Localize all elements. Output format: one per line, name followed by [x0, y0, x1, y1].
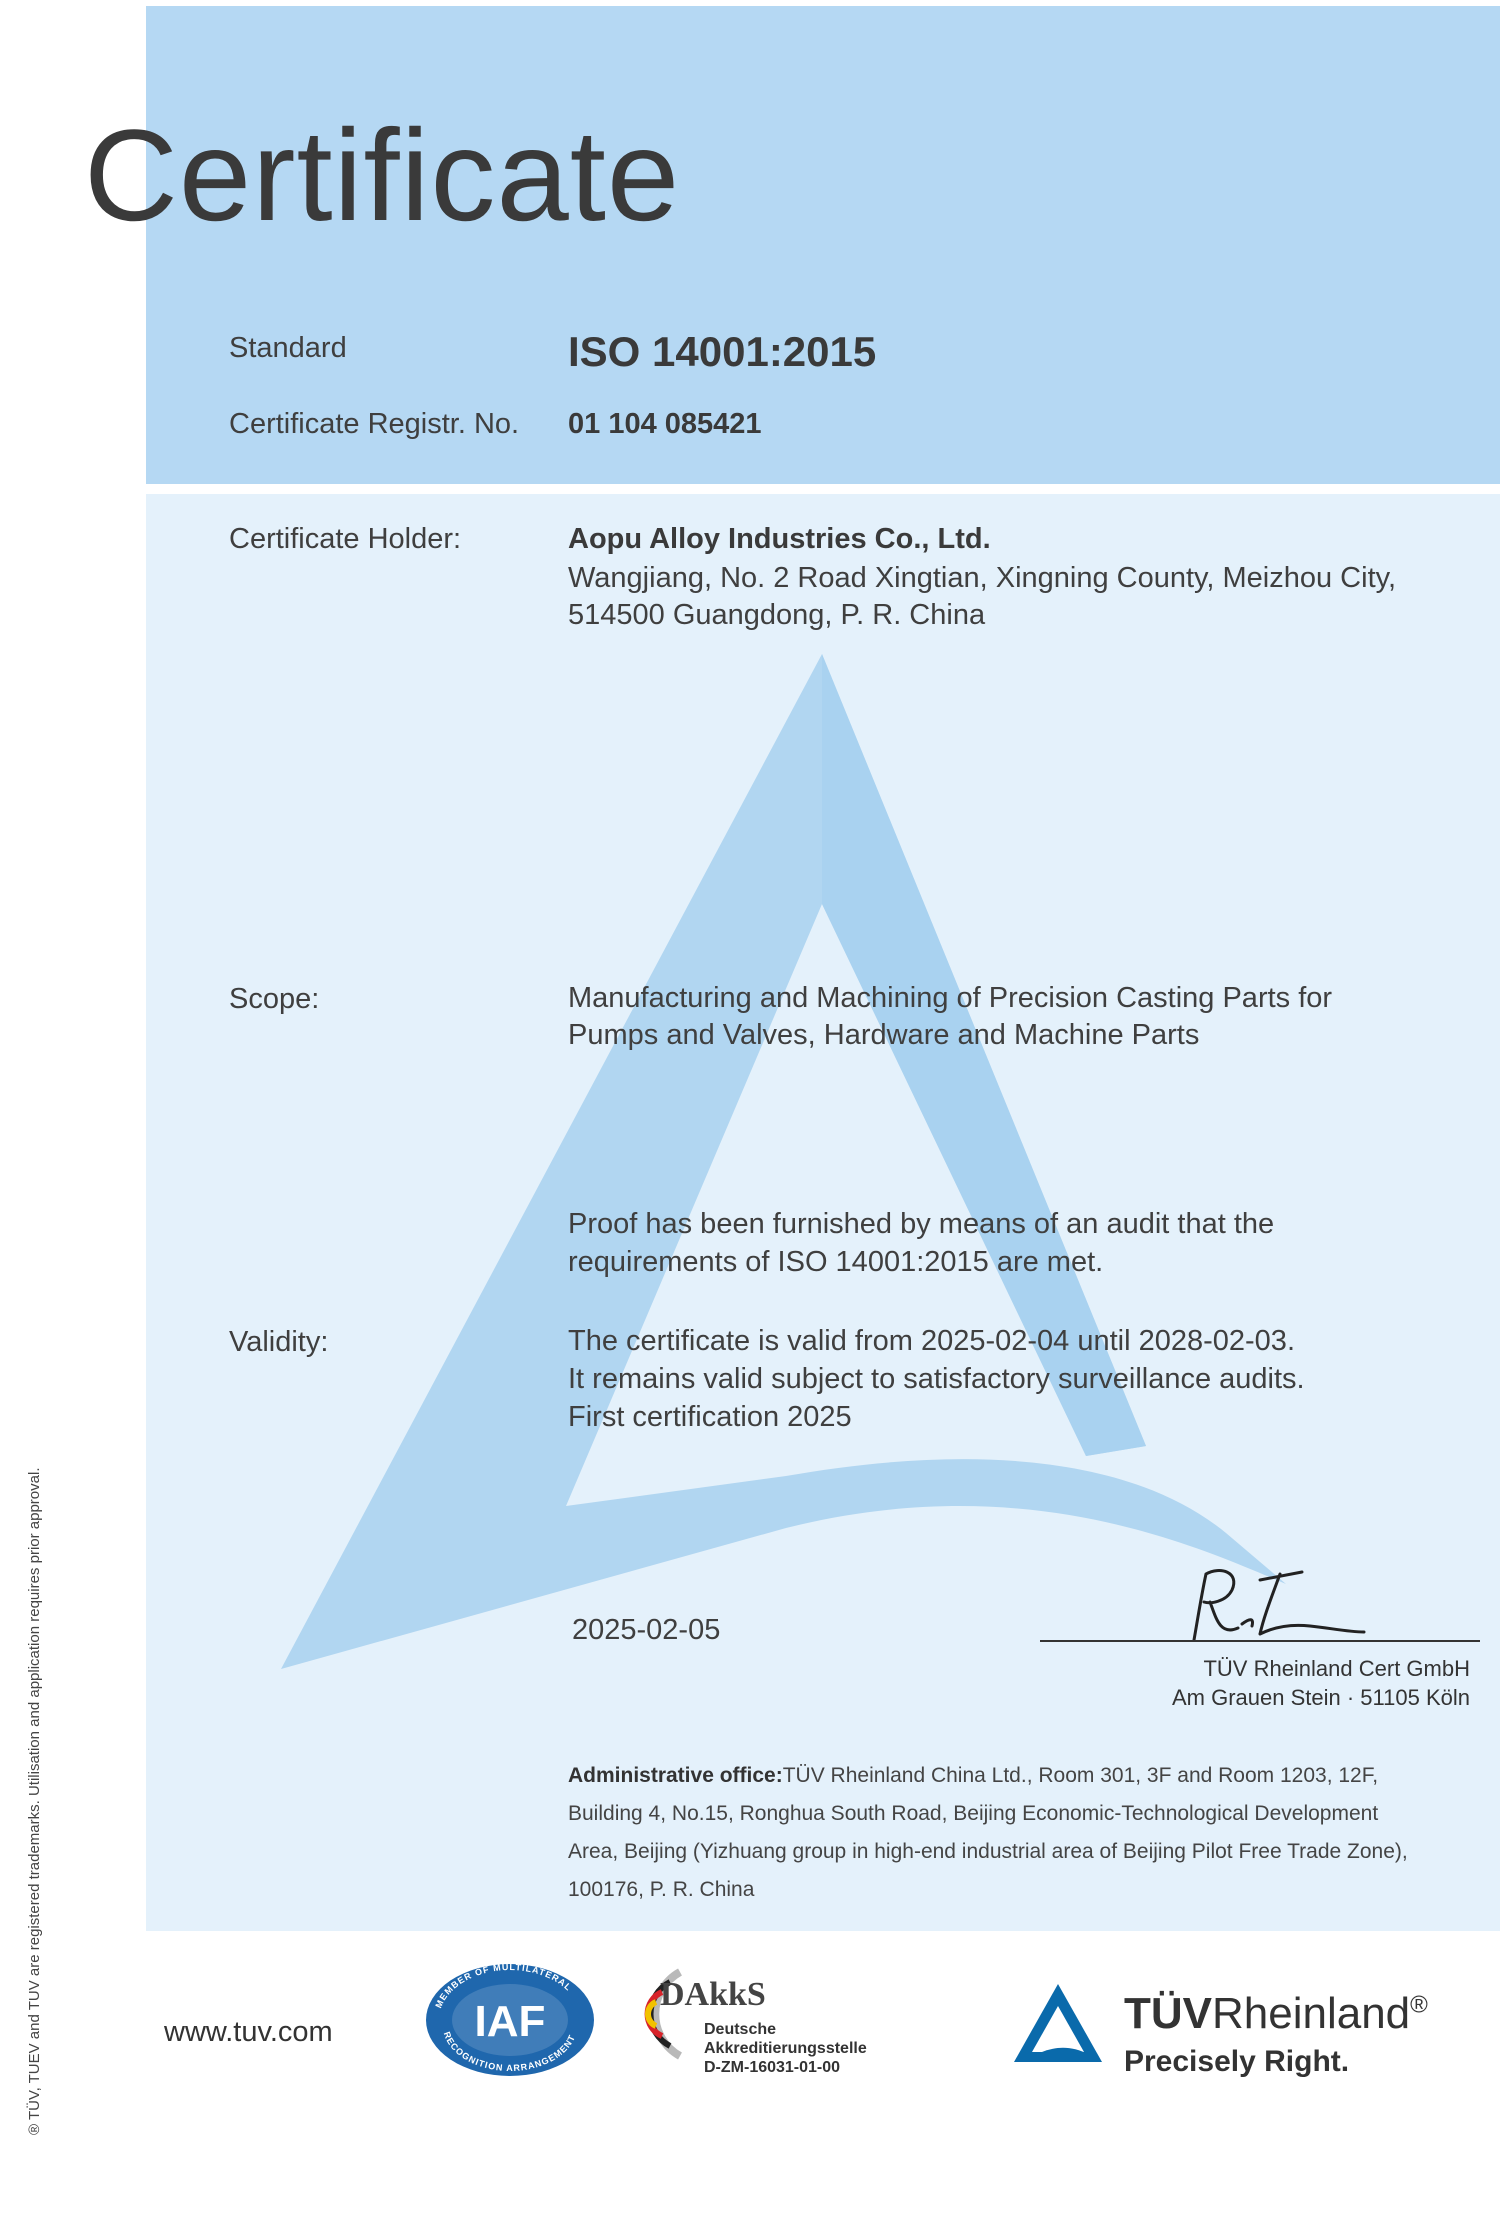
proof-line-2: requirements of ISO 14001:2015 are met.	[568, 1246, 1104, 1278]
admin-line-3: Area, Beijing (Yizhuang group in high-end industrial area of Beijing Pilot Free Trade Zone),	[568, 1840, 1408, 1863]
scope-line-1: Manufacturing and Machining of Precision Casting Parts for	[568, 982, 1333, 1014]
iaf-text: IAF	[474, 1997, 546, 2046]
tuv-slogan: Precisely Right.	[1124, 2045, 1350, 2078]
certificate-title: Certificate	[84, 102, 681, 248]
dakks-text: Deutsche Akkreditierungsstelle D-ZM-16031-01-00	[704, 2021, 867, 2076]
admin-line-1: Administrative office:TÜV Rheinland China Ltd., Room 301, 3F and Room 1203, 12F,	[568, 1764, 1379, 1787]
admin-label: Administrative office:	[568, 1764, 783, 1787]
standard-value: ISO 14001:2015	[568, 328, 877, 375]
svg-text:MEMBER OF MULTILATERAL: MEMBER OF MULTILATERAL	[433, 1962, 574, 2010]
holder-address-line-2: 514500 Guangdong, P. R. China	[568, 599, 986, 631]
holder-label: Certificate Holder:	[229, 523, 462, 555]
issuer-name: TÜV Rheinland Cert GmbH	[1203, 1656, 1470, 1681]
trademark-note: ® TÜV, TUEV and TUV are registered trademarks. Utilisation and application requires prior approval.	[26, 1467, 43, 2135]
issuer-address: Am Grauen Stein · 51105 Köln	[1172, 1685, 1470, 1710]
svg-text:RECOGNITION ARRANGEMENT: RECOGNITION ARRANGEMENT	[441, 2030, 578, 2074]
tuv-triangle-icon	[1012, 1982, 1104, 2066]
admin-office	[568, 1757, 1468, 1909]
admin-line-2: Building 4, No.15, Ronghua South Road, Beijing Economic-Technological Development	[568, 1802, 1379, 1825]
dakks-name: DAkkS	[660, 1976, 766, 2013]
admin-line-4: 100176, P. R. China	[568, 1878, 755, 1901]
website-url: www.tuv.com	[164, 2016, 333, 2048]
signature-line	[1040, 1640, 1480, 1642]
signature	[1180, 1562, 1370, 1652]
iaf-logo	[425, 1962, 595, 2078]
holder-address-line-1: Wangjiang, No. 2 Road Xingtian, Xingning County, Meizhou City,	[568, 562, 1397, 594]
regno-label: Certificate Registr. No.	[229, 408, 520, 440]
regno-value: 01 104 085421	[568, 408, 762, 440]
validity-line-3: First certification 2025	[568, 1401, 852, 1433]
standard-label: Standard	[229, 332, 347, 364]
validity-line-1: The certificate is valid from 2025-02-04 until 2028-02-03.	[568, 1325, 1295, 1357]
scope-label: Scope:	[229, 983, 320, 1015]
issue-date: 2025-02-05	[572, 1614, 721, 1646]
proof-line-1: Proof has been furnished by means of an audit that the	[568, 1208, 1275, 1240]
scope-line-2: Pumps and Valves, Hardware and Machine Parts	[568, 1019, 1200, 1051]
validity-label: Validity:	[229, 1326, 329, 1358]
holder-name: Aopu Alloy Industries Co., Ltd.	[568, 523, 991, 555]
dakks-logo	[620, 1964, 920, 2094]
tuv-brand: TÜVRheinland®	[1124, 1989, 1428, 2038]
validity-line-2: It remains valid subject to satisfactory surveillance audits.	[568, 1363, 1305, 1395]
